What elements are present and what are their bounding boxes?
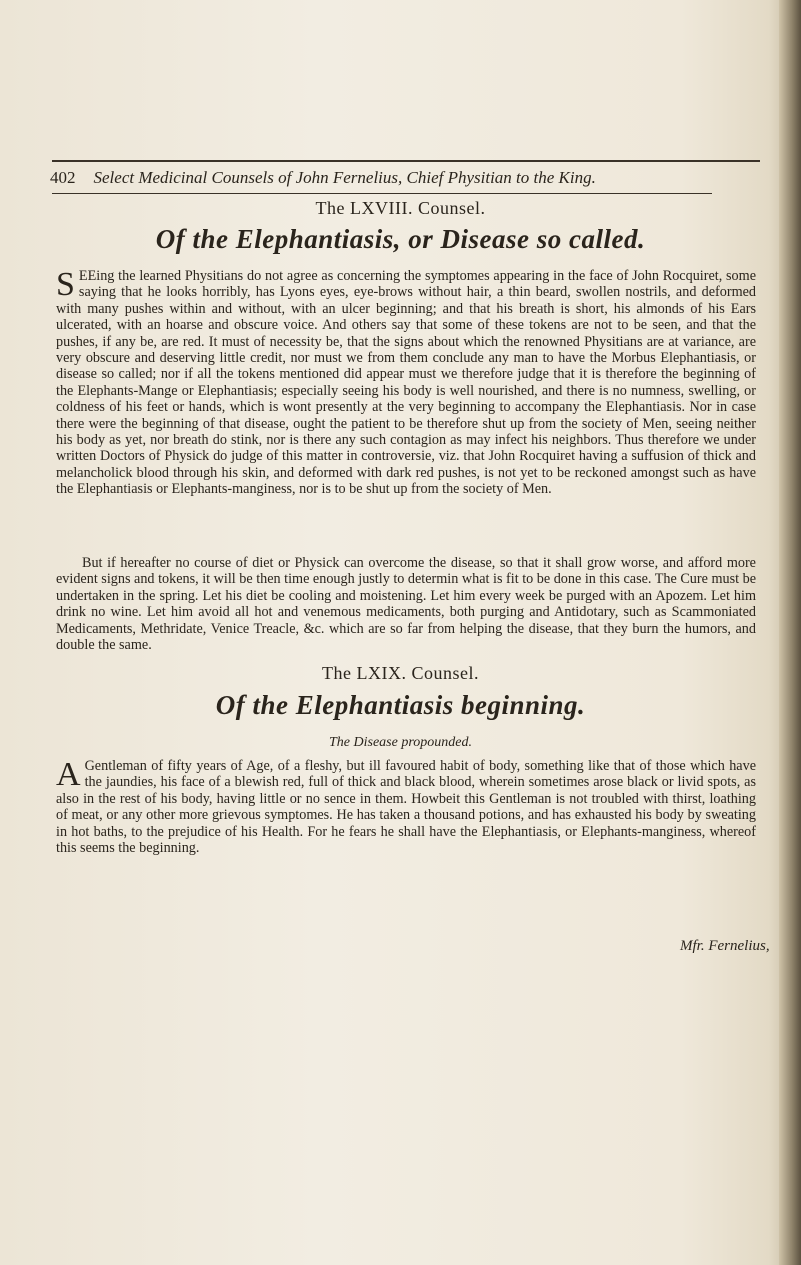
counsel-68-label: The LXVIII. Counsel.	[315, 198, 486, 218]
counsel-69-paragraph	[56, 758, 756, 856]
counsel-68-title: Of the Elephantiasis, or Disease so called.	[155, 224, 646, 254]
dropcap-a: A	[56, 756, 81, 793]
counsel-69-title: Of the Elephantiasis beginning.	[215, 690, 586, 720]
counsel-69-subtitle: The Disease propounded.	[329, 735, 472, 750]
counsel-68-paragraph-1-text: EEing the learned Physitians do not agree as concerning the symptomes appearing in the face of John Rocquiret, some saying that he looks horribly, has Lyons eyes, eye-brows without hair, a thin beard, swollen nostrils, and deformed with many pushes within and without, with an ulcer beginning; and that his breath is short, his almonds of his Ears ulcerated, with an hoarse and obscure voice. And others say that some of these tokens are not to be seen, and that the pushes, if any be, are red. It must of necessity be, that the signs about which the renowned Physitians are at variance, are very obscure and deserving little credit, nor must we from them conclude any man to have the Morbus Elephantiasis, or disease so called; nor if all the tokens mentioned did appear must we therefore judge that it is therefore the beginning of the Elephants-Mange or Elephantiasis; especially seeing his body is well nourished, and there is no numness, swelling, or coldness of his feet or hands, which is wont presently at the very beginning to accompany the Elephantiasis. Nor in case there were the beginning of that disease, ought the patient to be therefore shut up from the society of Men, seeing neither his body as yet, nor breath do stink, nor is there any such contagion as may infect his neighbors. Thus therefore we under written Doctors of Physick do judge of this matter in controversie, viz. that John Rocquiret having a suffusion of thick and melancholick blood through his skin, and deformed with dark red pushes, is not yet to be reckoned amongst such as have the Elephantiasis or Elephants-manginess, nor is to be shut up from the society of Men.	[56, 268, 756, 498]
dropcap-s: S	[56, 266, 75, 303]
header-rule	[52, 193, 712, 194]
counsel-69-label: The LXIX. Counsel.	[322, 663, 479, 683]
counsel-68-paragraph-1	[56, 268, 756, 498]
counsel-68-paragraph-2: But if hereafter no course of diet or Physick can overcome the disease, so that it shall grow worse, and afford more evident signs and tokens, it will be then time enough justly to determin what is fit to be done in this case. The Cure must be undertaken in the spring. Let his diet be cooling and moistening. Let him every week be purged with an Apozem. Let him drink no wine. Let him avoid all hot and venemous medicaments, both purging and Antidotary, such as Scammoniated Medicaments, Methridate, Venice Treacle, &c. which are so far from helping the disease, that they burn the humors, and double the same.	[56, 555, 756, 654]
facing-page-edge	[779, 0, 801, 1265]
page-number: 402	[50, 168, 76, 187]
running-head-text: Select Medicinal Counsels of John Fernelius, Chief Physitian to the King.	[93, 168, 596, 187]
running-head	[50, 168, 770, 194]
top-rule	[52, 160, 760, 162]
counsel-69-paragraph-text: Gentleman of fifty years of Age, of a fleshy, but ill favoured habit of body, something like that of those which have the jaundies, his face of a blewish red, full of thick and black blood, wherein sometimes arose black or livid spots, as also in the rest of his body, having little or no sence in them. Howbeit this Gentleman is not troubled with thirst, loathing of meat, or any other more grievous symptomes. He has taken a thousand potions, and has exhausted his body by sweating in hot baths, to the prejudice of his Health. For he fears he shall have the Elephantiasis, or Elephants-manginess, whereof this seems the beginning.	[56, 758, 756, 857]
signature: Mfr. Fernelius,	[680, 938, 770, 954]
